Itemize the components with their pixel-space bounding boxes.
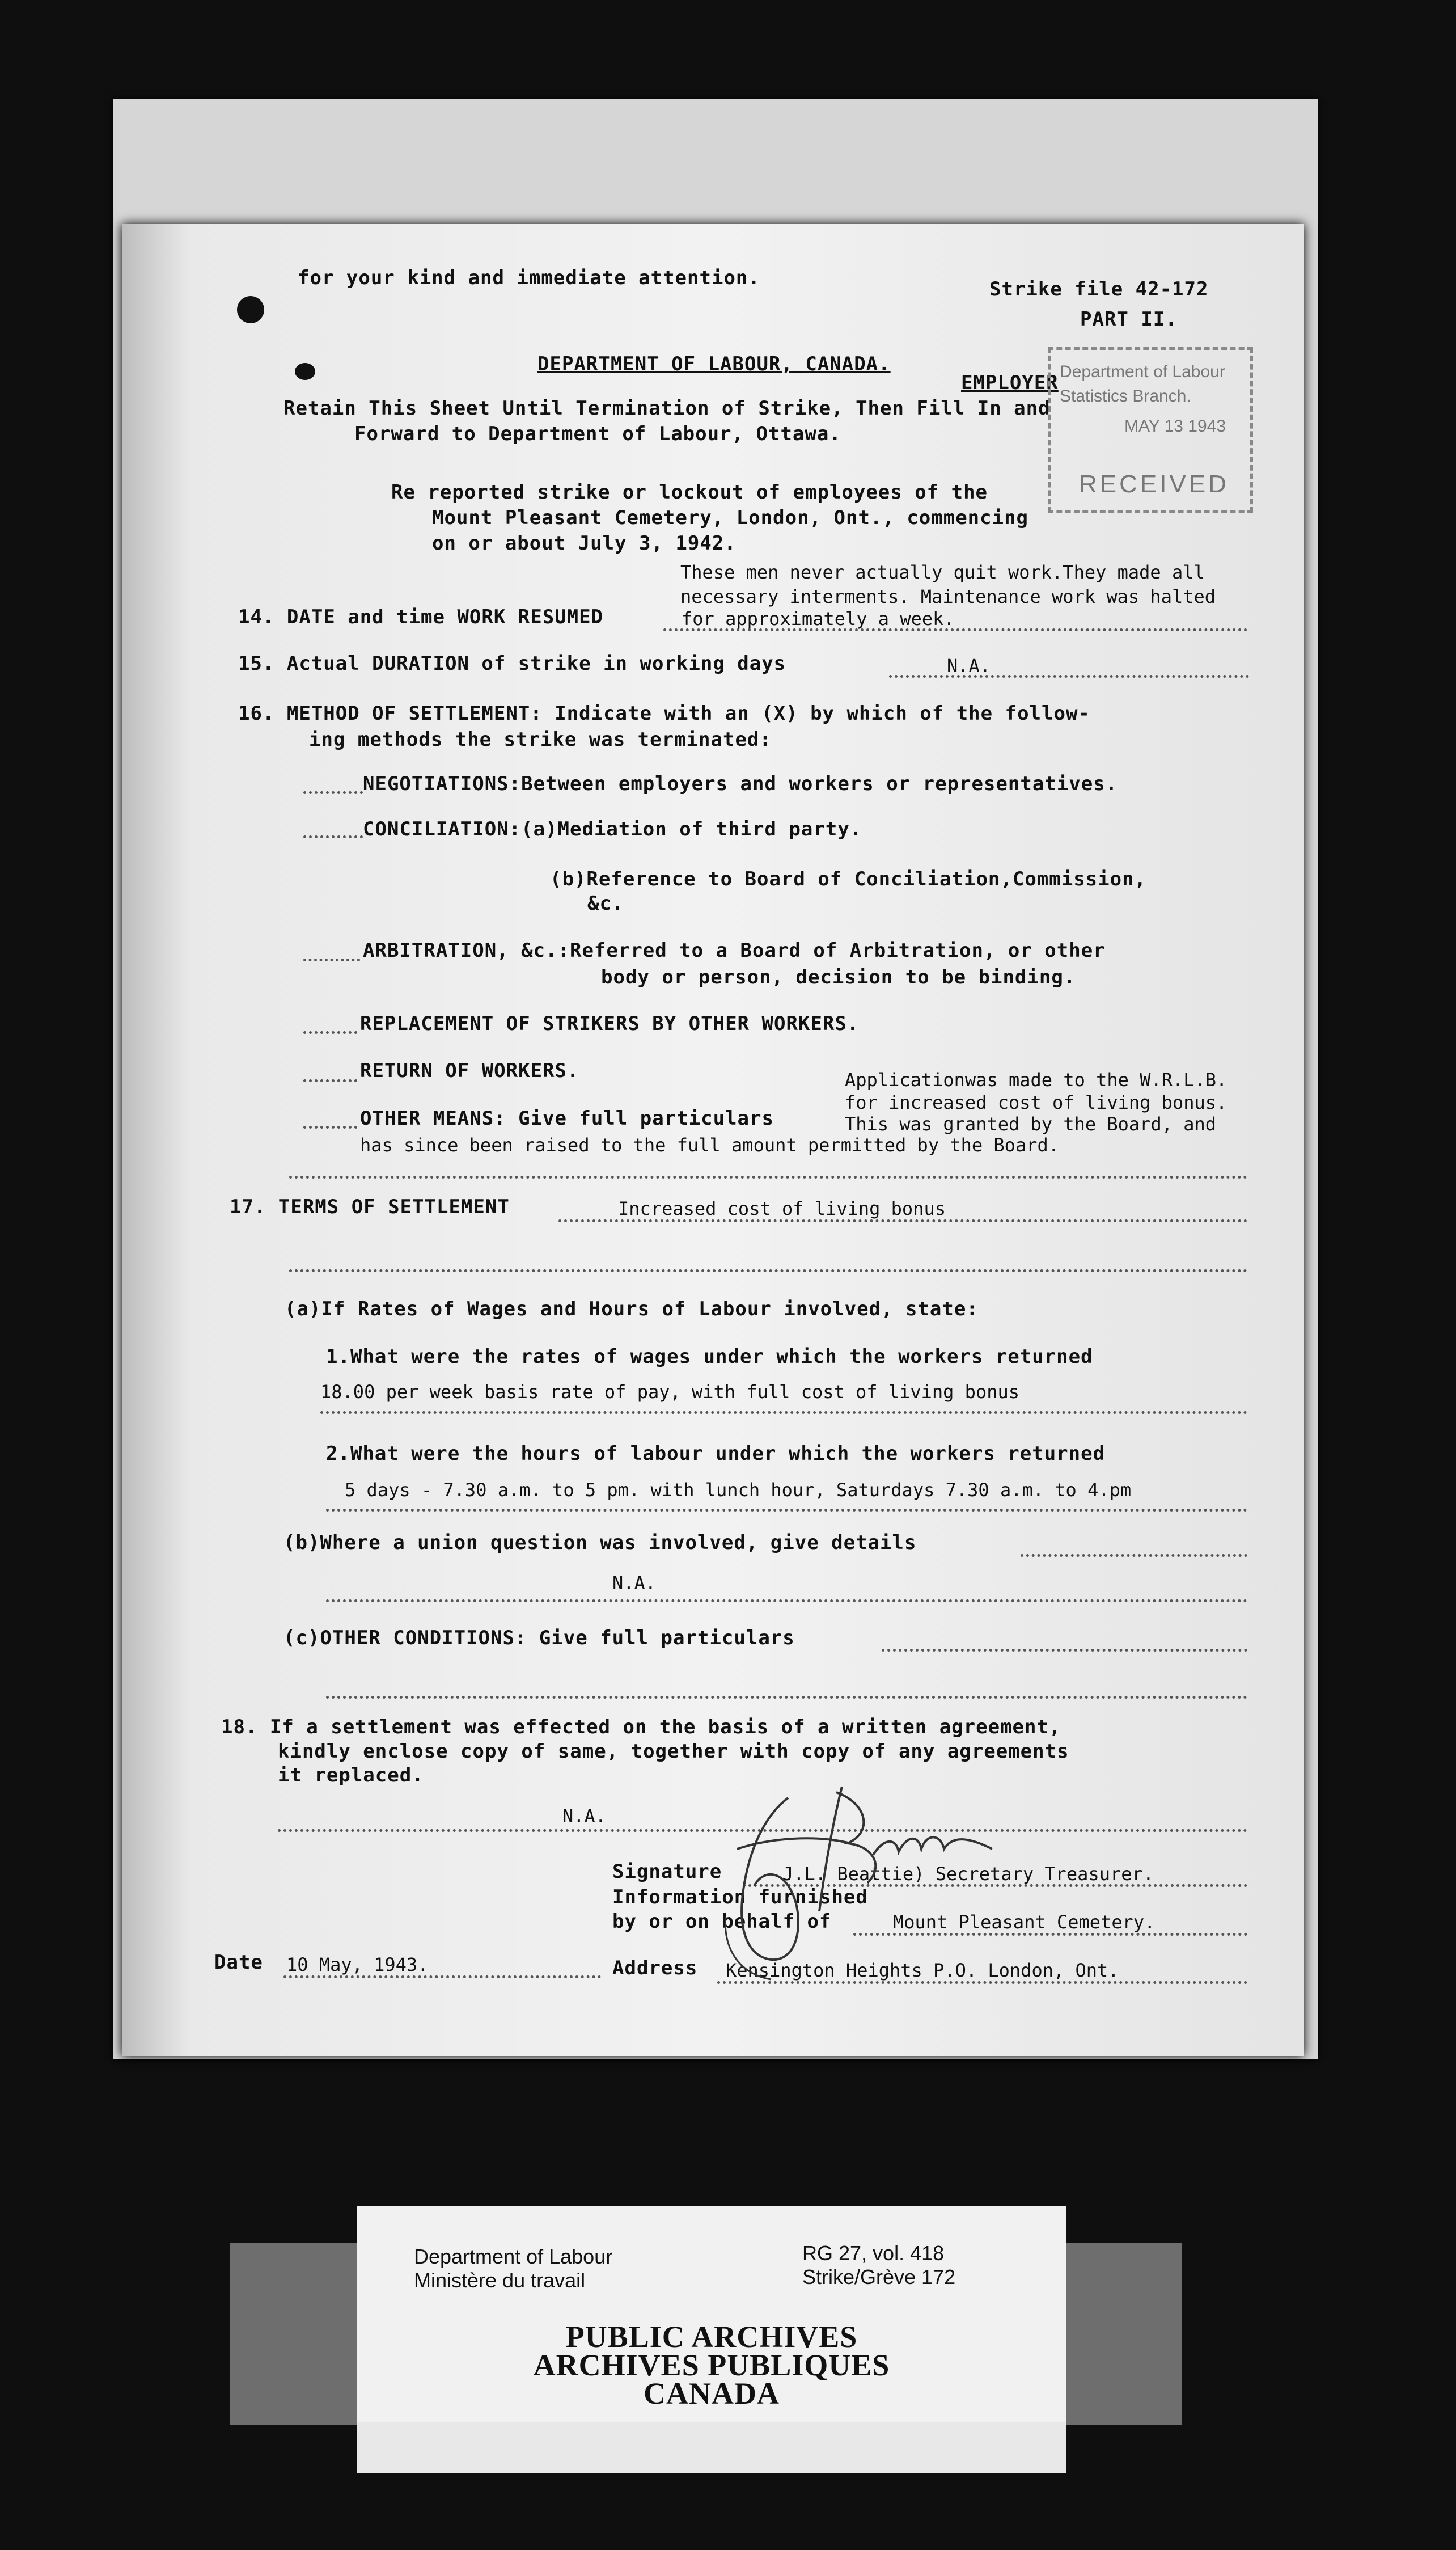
handwritten-signature	[703, 1781, 1021, 1996]
checkbox-arbitration[interactable]	[303, 959, 360, 961]
q17-dotted-line	[558, 1219, 1247, 1222]
q17a1-question: 1.What were the rates of wages under which the workers returned	[326, 1345, 1093, 1368]
checkbox-negotiations[interactable]	[303, 791, 363, 794]
q17a2-dotted-line	[326, 1509, 1247, 1512]
canada-title: CANADA	[644, 2376, 780, 2410]
re-line-3: on or about July 3, 1942.	[432, 532, 737, 555]
department-title: DEPARTMENT OF LABOUR, CANADA.	[537, 353, 891, 375]
note-line-1: These men never actually quit work.They made all	[680, 561, 1205, 583]
option-other-means: OTHER MEANS: Give full particulars	[360, 1107, 774, 1130]
address-label: Address	[612, 1957, 698, 1979]
date-dotted-line	[283, 1975, 601, 1978]
checkbox-return[interactable]	[303, 1079, 357, 1082]
on-behalf-of-label: by or on behalf of	[612, 1910, 832, 1933]
date-label: Date	[214, 1951, 263, 1974]
q15-label: 15. Actual DURATION of strike in working days	[238, 652, 786, 675]
part-label: PART II.	[1080, 308, 1178, 331]
option-conciliation-b: (b)Reference to Board of Conciliation,Commission,	[550, 868, 1147, 890]
option-arbitration: ARBITRATION, &c.:Referred to a Board of Arbitration, or other	[363, 939, 1106, 962]
q17a1-dotted-line	[320, 1411, 1247, 1414]
checkbox-replacement[interactable]	[303, 1031, 357, 1034]
q17b-question: (b)Where a union question was involved, give details	[283, 1531, 917, 1554]
q14-answer: for approximately a week.	[682, 608, 955, 630]
option-negotiations: NEGOTIATIONS:Between employers and workers or representatives.	[363, 772, 1118, 795]
employer-tag: EMPLOYER	[961, 371, 1059, 394]
q17b-dotted-line-2	[326, 1599, 1247, 1602]
punch-hole	[237, 296, 264, 323]
label-rg-volume: RG 27, vol. 418	[802, 2241, 945, 2265]
archives-publiques-title: ARCHIVES PUBLIQUES	[533, 2348, 890, 2382]
option-return-of-workers: RETURN OF WORKERS.	[360, 1059, 579, 1082]
date-value: 10 May, 1943.	[286, 1954, 429, 1975]
q17a2-answer: 5 days - 7.30 a.m. to 5 pm. with lunch hour, Saturdays 7.30 a.m. to 4.pm	[345, 1479, 1132, 1501]
q17a1-answer: 18.00 per week basis rate of pay, with full cost of living bonus	[320, 1381, 1019, 1403]
q14-label: 14. DATE and time WORK RESUMED	[238, 606, 604, 628]
label-dept-en: Department of Labour	[414, 2245, 613, 2268]
strike-file-number: Strike file 42-172	[989, 278, 1209, 301]
punch-hole	[295, 363, 315, 380]
information-furnished-label: Information furnished	[612, 1886, 868, 1909]
q18-text-3: it replaced.	[278, 1764, 424, 1787]
q18-text: 18. If a settlement was effected on the basis of a written agreement,	[221, 1716, 1061, 1738]
q18-answer: N.A.	[562, 1805, 607, 1827]
checkbox-other-means[interactable]	[303, 1126, 357, 1129]
address-value: Kensington Heights P.O. London, Ont.	[726, 1960, 1119, 1981]
q15-dotted-line	[889, 675, 1249, 678]
public-archives-title: PUBLIC ARCHIVES	[565, 2320, 858, 2354]
signature-typed-name: J.L. Beattie) Secretary Treasurer.	[782, 1863, 1154, 1885]
q17b-answer: N.A.	[612, 1572, 657, 1594]
signature-label: Signature	[612, 1860, 722, 1883]
on-behalf-of-value: Mount Pleasant Cemetery.	[893, 1911, 1156, 1933]
q17-label: 17. TERMS OF SETTLEMENT	[230, 1196, 510, 1218]
q17a2-question: 2.What were the hours of labour under which the workers returned	[326, 1442, 1106, 1465]
other-means-note-1: Applicationwas made to the W.R.L.B.	[845, 1069, 1228, 1091]
q15-answer: N.A.	[947, 655, 991, 677]
label-strike-number: Strike/Grève 172	[802, 2265, 956, 2289]
q17b-dotted-line	[1021, 1554, 1247, 1557]
checkbox-conciliation[interactable]	[303, 835, 363, 838]
retain-instruction: Retain This Sheet Until Termination of Strike, Then Fill In and	[283, 397, 1051, 420]
option-arbitration-2: body or person, decision to be binding.	[601, 966, 1076, 989]
q16-heading: 16. METHOD OF SETTLEMENT: Indicate with an (X) by which of the follow-	[238, 702, 1090, 725]
label-dept-fr: Ministère du travail	[414, 2269, 586, 2292]
q17c-dotted-line-2	[326, 1696, 1247, 1699]
archive-label-tab	[357, 2422, 1066, 2473]
q17-dotted-line-2	[289, 1269, 1247, 1272]
other-means-note-2: for increased cost of living bonus.	[845, 1092, 1228, 1113]
re-line-2: Mount Pleasant Cemetery, London, Ont., commencing	[432, 506, 1029, 529]
other-means-note-4: has since been raised to the full amount permitted by the Board.	[360, 1134, 1059, 1156]
re-line-1: Re reported strike or lockout of employees of the	[391, 481, 988, 504]
q17-answer: Increased cost of living bonus	[618, 1198, 946, 1219]
other-means-note-3: This was granted by the Board, and	[845, 1113, 1217, 1135]
q16-heading-2: ing methods the strike was terminated:	[309, 728, 772, 751]
option-replacement: REPLACEMENT OF STRIKERS BY OTHER WORKERS.	[360, 1012, 860, 1035]
other-means-dotted-line	[289, 1176, 1247, 1179]
note-line-2: necessary interments. Maintenance work was halted	[680, 586, 1216, 607]
q17a-heading: (a)If Rates of Wages and Hours of Labour involved, state:	[285, 1298, 979, 1320]
option-conciliation-a: CONCILIATION:(a)Mediation of third party.	[363, 818, 862, 841]
option-conciliation-b-2: &c.	[587, 892, 624, 915]
q17c-question: (c)OTHER CONDITIONS: Give full particulars	[283, 1627, 795, 1649]
q18-text-2: kindly enclose copy of same, together with copy of any agreements	[278, 1740, 1069, 1763]
q17c-dotted-line	[882, 1649, 1247, 1652]
retain-instruction-2: Forward to Department of Labour, Ottawa.	[354, 423, 841, 445]
attention-note: for your kind and immediate attention.	[298, 267, 760, 289]
received-stamp: Department of Labour Statistics Branch. MAY 13 1943 RECEIVED	[1048, 347, 1253, 513]
